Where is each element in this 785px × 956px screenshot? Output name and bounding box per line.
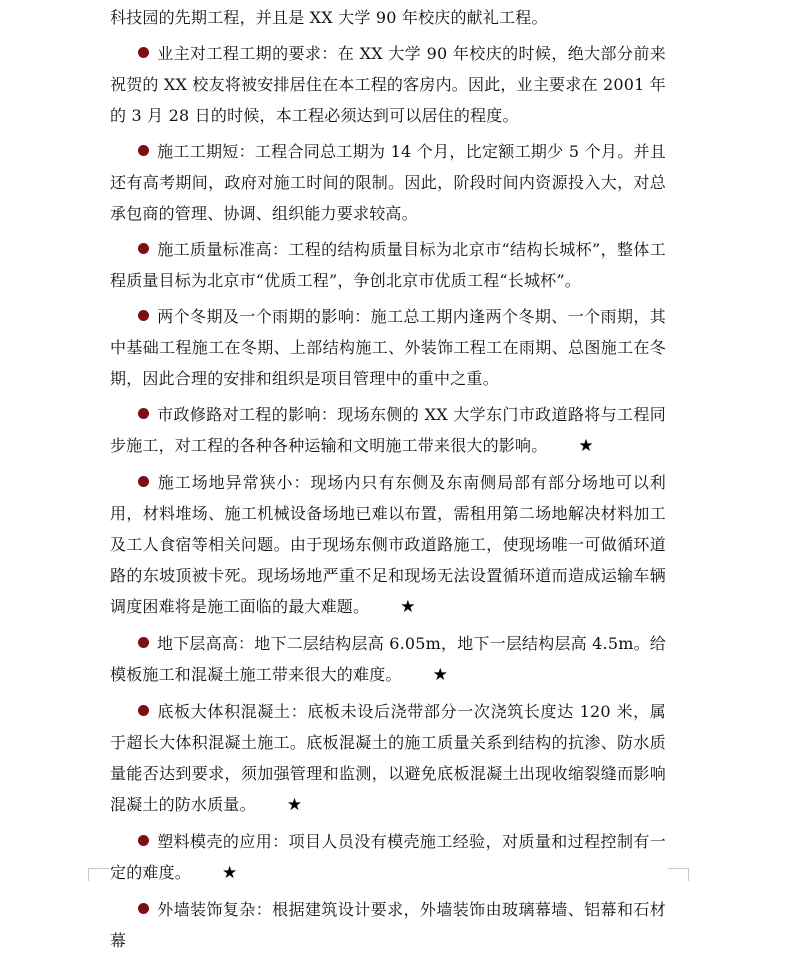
star-icon: ★ [432,665,449,685]
star-icon: ★ [222,863,238,883]
list-item-text: 地下层高高：地下二层结构层高 6.05m，地下一层结构层高 4.5m。给模板施工和混凝土施工带来很大的难度。 [110,634,666,684]
list-item-text: 底板大体积混凝土：底板未设后浇带部分一次浇筑长度达 120 米，属于超长大体积混凝土施工。底板混凝土的施工质量关系到结构的抗渗、防水质量能否达到要求，须加强管理和监测，以避免底板混凝土出现收缩裂缝而影响混凝土的防水质量。 [110,702,666,814]
list-item [110,38,666,131]
list-item-text: 两个冬期及一个雨期的影响：施工总工期内逢两个冬期、一个雨期，其中基础工程施工在冬期、上部结构施工、外装饰工程工在雨期、总图施工在冬期，因此合理的安排和组织是项目管理中的重中之重。 [110,307,666,388]
list-item-text: 塑料模壳的应用：项目人员没有模壳施工经验，对质量和过程控制有一定的难度。 [110,832,666,882]
list-item [110,826,666,889]
list-item [110,136,666,229]
list-item-text: 市政修路对工程的影响：现场东侧的 XX 大学东门市政道路将与工程同步施工，对工程的各种各种运输和文明施工带来很大的影响。 [110,405,666,455]
bullet-icon [138,408,149,419]
intro-paragraph: 科技园的先期工程，并且是 XX 大学 90 年校庆的献礼工程。 [110,8,548,27]
list-item-text: 施工场地异常狭小：现场内只有东侧及东南侧局部有部分场地可以利用，材料堆场、施工机械设备场地已难以布置，需租用第二场地解决材料加工及工人食宿等相关问题。由于现场东侧市政道路施工，使现场唯一可做循环道路的东坡顶被卡死。现场场地严重不足和现场无法设置循环道而造成运输车辆调度困难将是施工面临的最大难题。 [110,473,666,616]
list-item-text: 施工质量标准高：工程的结构质量目标为北京市“结构长城杯”，整体工程质量目标为北京市“优质工程”，争创北京市优质工程“长城杯”。 [110,240,666,290]
bullet-icon [138,145,149,156]
bullet-icon [138,47,149,58]
list-item [110,894,666,956]
list-item [110,301,666,394]
list-item [110,467,666,623]
bullet-icon [138,903,149,914]
bullet-icon [138,310,149,321]
star-icon: ★ [578,436,594,456]
bullet-icon [138,637,149,648]
bullet-icon [138,476,149,487]
bullet-icon [138,705,149,716]
bullet-icon [138,835,149,846]
list-item [110,628,666,691]
document-body [110,2,666,956]
bullet-icon [138,243,149,254]
list-item [110,696,666,821]
list-item-text: 业主对工程工期的要求：在 XX 大学 90 年校庆的时候，绝大部分前来祝贺的 XX 校友将被安排居住在本工程的客房内。因此，业主要求在 2001 年的 3 月 28 日的时候，本工程必须达到可以居住的程度。 [110,44,666,125]
list-item-text: 施工工期短：工程合同总工期为 14 个月，比定额工期少 5 个月。并且还有高考期间，政府对施工时间的限制。因此，阶段时间内资源投入大，对总承包商的管理、协调、组织能力要求较高。 [110,142,666,223]
page-corner-mark-left [88,868,109,881]
list-item [110,234,666,296]
page-corner-mark-right [668,868,689,881]
star-icon: ★ [286,795,303,815]
list-item [110,399,666,462]
star-icon: ★ [400,597,416,617]
list-item-text: 外墙装饰复杂：根据建筑设计要求，外墙装饰由玻璃幕墙、铝幕和石材幕 [110,900,666,950]
